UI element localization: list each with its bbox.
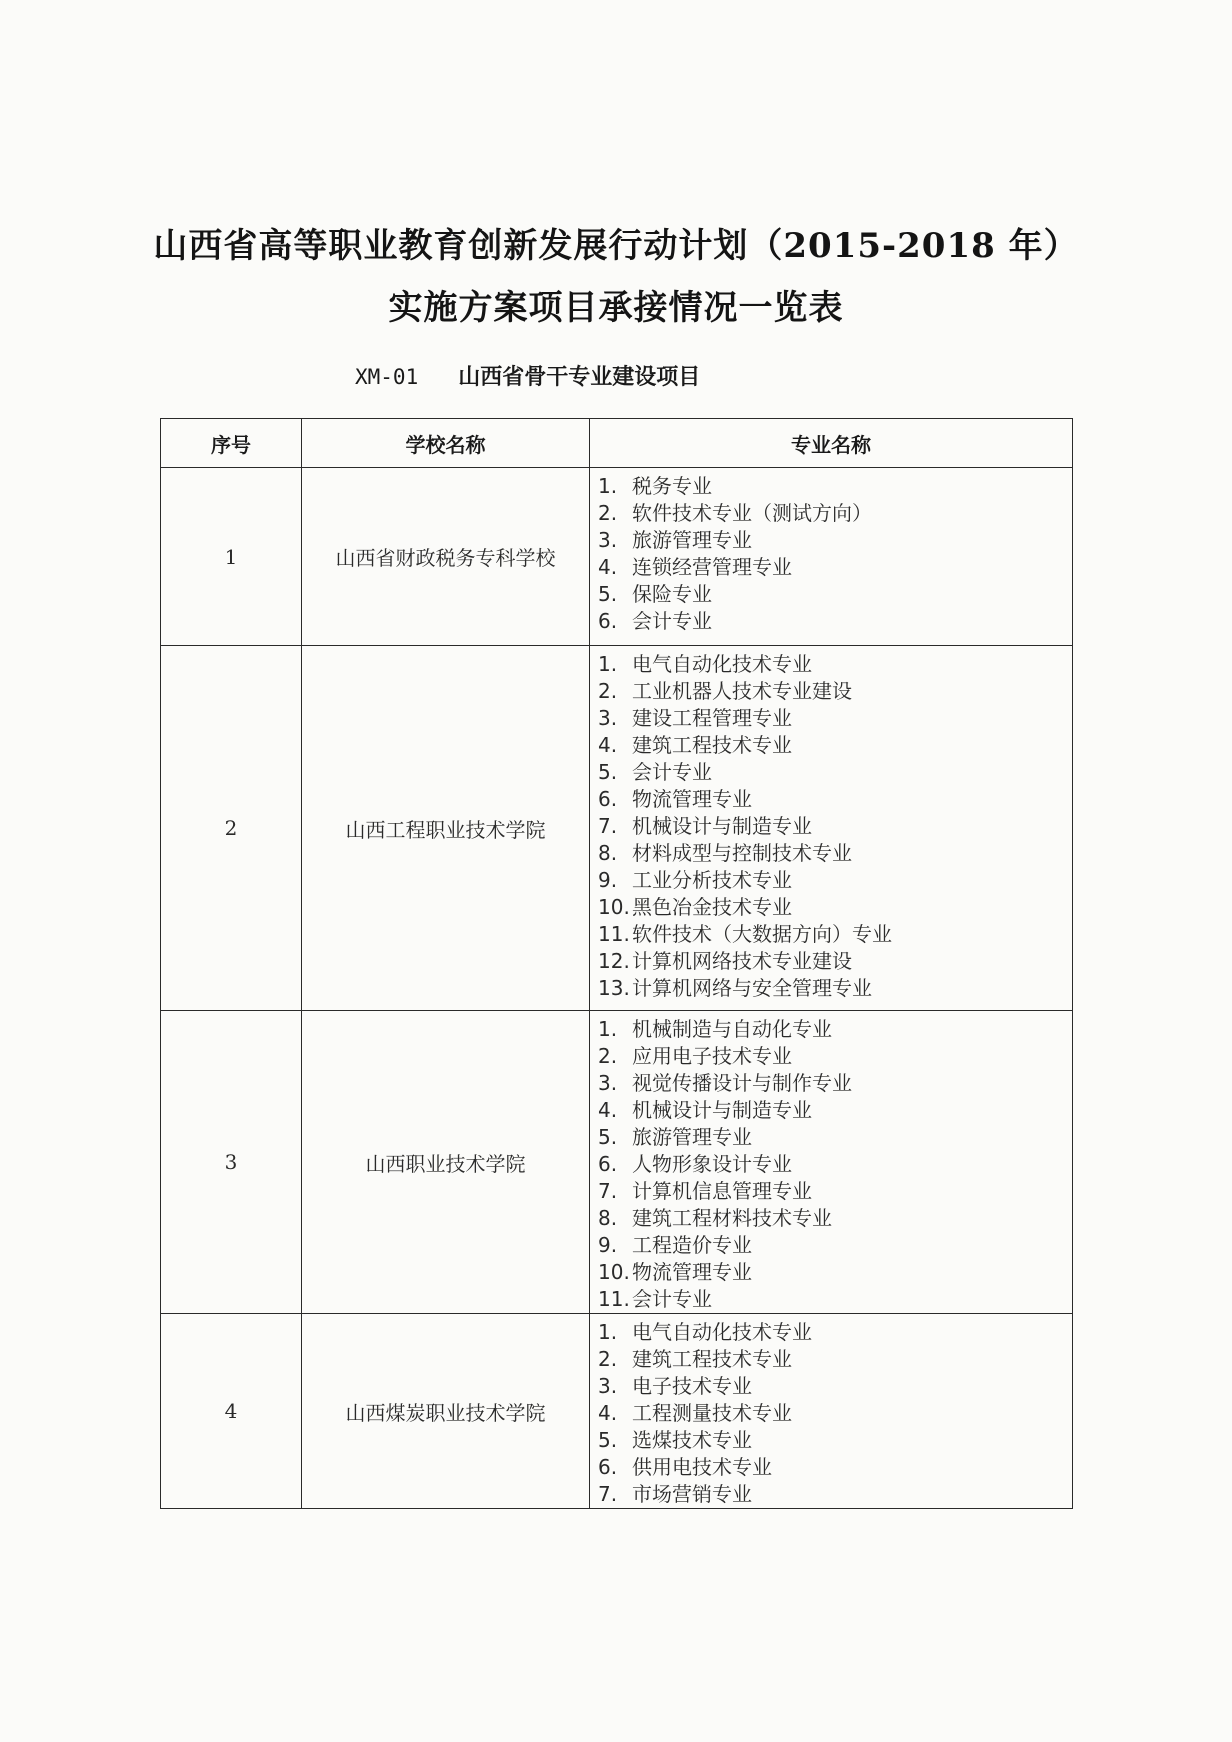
list-item — [598, 975, 1072, 1002]
list-item — [598, 1286, 1072, 1313]
major-list — [598, 651, 1072, 1002]
list-item — [598, 705, 1072, 732]
major-name: 选煤技术专业 — [632, 1428, 752, 1452]
list-item — [598, 921, 1072, 948]
list-item — [598, 1232, 1072, 1259]
major-name: 物流管理专业 — [632, 787, 752, 811]
major-number: 3. — [598, 528, 618, 552]
major-number: 4. — [598, 733, 618, 757]
row-school-name: 山西职业技术学院 — [302, 1011, 590, 1314]
major-number: 10. — [598, 1260, 630, 1284]
list-item — [598, 1259, 1072, 1286]
list-item — [598, 527, 1072, 554]
list-item — [598, 732, 1072, 759]
list-item — [598, 608, 1072, 635]
document-title-line1: 山西省高等职业教育创新发展行动计划（2015-2018 年） — [153, 226, 1079, 266]
major-name: 建筑工程技术专业 — [632, 1347, 792, 1371]
row-majors-cell — [590, 1011, 1073, 1314]
major-name: 会计专业 — [632, 1287, 712, 1311]
list-item — [598, 1070, 1072, 1097]
major-number: 9. — [598, 1233, 618, 1257]
list-item — [598, 867, 1072, 894]
major-list — [598, 1016, 1072, 1313]
major-name: 人物形象设计专业 — [632, 1152, 792, 1176]
row-seq: 2 — [161, 646, 302, 1011]
major-list — [598, 1319, 1072, 1508]
major-name: 机械设计与制造专业 — [632, 814, 812, 838]
major-list — [598, 473, 1072, 635]
majors-table — [160, 418, 1073, 1509]
list-item — [598, 1205, 1072, 1232]
major-number: 4. — [598, 555, 618, 579]
major-name: 计算机信息管理专业 — [632, 1179, 812, 1203]
list-item — [598, 651, 1072, 678]
document-title-line2: 实施方案项目承接情况一览表 — [388, 288, 844, 328]
list-item — [598, 1373, 1072, 1400]
table-body — [161, 468, 1073, 1509]
row-majors-cell — [590, 468, 1073, 646]
major-number: 6. — [598, 787, 618, 811]
list-item — [598, 1151, 1072, 1178]
header-seq: 序号 — [161, 419, 302, 468]
major-name: 计算机网络技术专业建设 — [632, 949, 852, 973]
table-row — [161, 1314, 1073, 1509]
major-name: 应用电子技术专业 — [632, 1044, 792, 1068]
row-seq: 3 — [161, 1011, 302, 1314]
major-name: 保险专业 — [632, 582, 712, 606]
major-name: 软件技术专业（测试方向） — [632, 501, 872, 525]
major-name: 工业机器人技术专业建设 — [632, 679, 852, 703]
major-number: 2. — [598, 1347, 618, 1371]
major-name: 机械设计与制造专业 — [632, 1098, 812, 1122]
major-number: 1. — [598, 1017, 618, 1041]
major-name: 工程测量技术专业 — [632, 1401, 792, 1425]
list-item — [598, 1319, 1072, 1346]
major-name: 会计专业 — [632, 760, 712, 784]
major-number: 2. — [598, 679, 618, 703]
major-number: 13. — [598, 976, 630, 1000]
list-item — [598, 759, 1072, 786]
major-name: 电气自动化技术专业 — [632, 1320, 812, 1344]
major-number: 7. — [598, 1482, 618, 1506]
major-name: 电子技术专业 — [632, 1374, 752, 1398]
major-name: 市场营销专业 — [632, 1482, 752, 1506]
major-name: 黑色冶金技术专业 — [632, 895, 792, 919]
major-name: 计算机网络与安全管理专业 — [632, 976, 872, 1000]
row-school-name: 山西省财政税务专科学校 — [302, 468, 590, 646]
list-item — [598, 813, 1072, 840]
major-number: 7. — [598, 1179, 618, 1203]
list-item — [598, 1454, 1072, 1481]
major-number: 9. — [598, 868, 618, 892]
major-number: 5. — [598, 1125, 618, 1149]
major-name: 连锁经营管理专业 — [632, 555, 792, 579]
list-item — [598, 554, 1072, 581]
list-item — [598, 1400, 1072, 1427]
major-number: 1. — [598, 652, 618, 676]
header-school: 学校名称 — [302, 419, 590, 468]
major-number: 5. — [598, 582, 618, 606]
table-header-row — [161, 419, 1073, 468]
major-number: 6. — [598, 1152, 618, 1176]
table-row — [161, 646, 1073, 1011]
major-number: 6. — [598, 1455, 618, 1479]
list-item — [598, 948, 1072, 975]
list-item — [598, 1346, 1072, 1373]
major-number: 10. — [598, 895, 630, 919]
major-name: 旅游管理专业 — [632, 528, 752, 552]
major-name: 工程造价专业 — [632, 1233, 752, 1257]
major-name: 机械制造与自动化专业 — [632, 1017, 832, 1041]
list-item — [598, 1481, 1072, 1508]
major-number: 3. — [598, 1071, 618, 1095]
list-item — [598, 1097, 1072, 1124]
major-number: 11. — [598, 1287, 630, 1311]
row-majors-cell — [590, 646, 1073, 1011]
major-name: 材料成型与控制技术专业 — [632, 841, 852, 865]
major-name: 会计专业 — [632, 609, 712, 633]
list-item — [598, 1016, 1072, 1043]
major-number: 3. — [598, 706, 618, 730]
major-name: 建筑工程技术专业 — [632, 733, 792, 757]
major-number: 4. — [598, 1401, 618, 1425]
list-item — [598, 500, 1072, 527]
major-name: 电气自动化技术专业 — [632, 652, 812, 676]
project-heading — [355, 360, 700, 391]
major-name: 物流管理专业 — [632, 1260, 752, 1284]
list-item — [598, 894, 1072, 921]
major-number: 12. — [598, 949, 630, 973]
major-name: 视觉传播设计与制作专业 — [632, 1071, 852, 1095]
row-school-name: 山西煤炭职业技术学院 — [302, 1314, 590, 1509]
list-item — [598, 581, 1072, 608]
list-item — [598, 1427, 1072, 1454]
major-number: 11. — [598, 922, 630, 946]
major-name: 税务专业 — [632, 474, 712, 498]
major-number: 8. — [598, 1206, 618, 1230]
list-item — [598, 1043, 1072, 1070]
major-number: 1. — [598, 474, 618, 498]
table-row — [161, 1011, 1073, 1314]
list-item — [598, 1178, 1072, 1205]
project-code: XM-01 — [355, 365, 419, 389]
major-name: 工业分析技术专业 — [632, 868, 792, 892]
list-item — [598, 786, 1072, 813]
major-number: 2. — [598, 1044, 618, 1068]
project-name: 山西省骨干专业建设项目 — [458, 365, 701, 390]
major-name: 建筑工程材料技术专业 — [632, 1206, 832, 1230]
major-name: 软件技术（大数据方向）专业 — [632, 922, 892, 946]
major-number: 1. — [598, 1320, 618, 1344]
major-number: 6. — [598, 609, 618, 633]
header-majors: 专业名称 — [590, 419, 1073, 468]
major-number: 3. — [598, 1374, 618, 1398]
row-seq: 1 — [161, 468, 302, 646]
major-number: 8. — [598, 841, 618, 865]
list-item — [598, 840, 1072, 867]
major-number: 5. — [598, 1428, 618, 1452]
list-item — [598, 473, 1072, 500]
major-name: 建设工程管理专业 — [632, 706, 792, 730]
major-name: 供用电技术专业 — [632, 1455, 772, 1479]
row-school-name: 山西工程职业技术学院 — [302, 646, 590, 1011]
list-item — [598, 678, 1072, 705]
major-number: 2. — [598, 501, 618, 525]
row-seq: 4 — [161, 1314, 302, 1509]
major-name: 旅游管理专业 — [632, 1125, 752, 1149]
table-row — [161, 468, 1073, 646]
major-number: 5. — [598, 760, 618, 784]
major-number: 7. — [598, 814, 618, 838]
list-item — [598, 1124, 1072, 1151]
major-number: 4. — [598, 1098, 618, 1122]
row-majors-cell — [590, 1314, 1073, 1509]
